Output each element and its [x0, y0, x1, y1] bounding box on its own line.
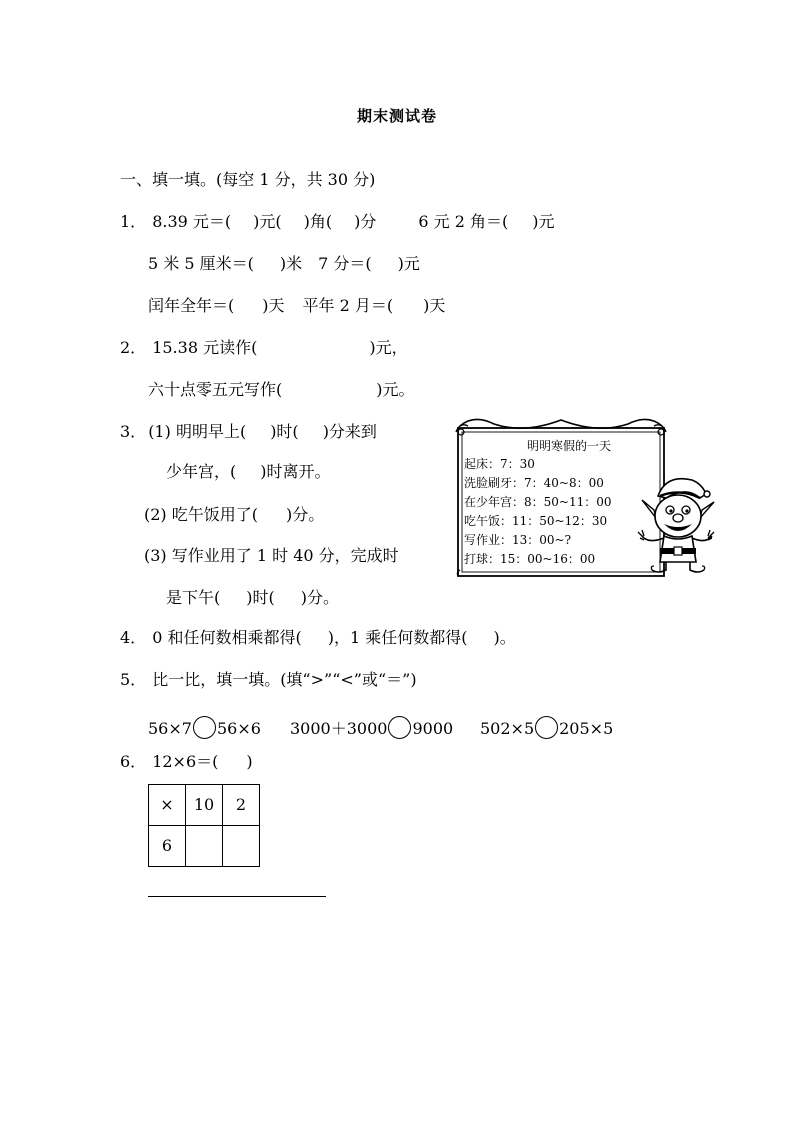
q1-text: 平年 2 月＝( — [302, 296, 394, 315]
question-number: 2． — [120, 338, 147, 357]
q2-text: 六十点零五元写作( — [148, 380, 283, 399]
q3-text: )时( — [270, 422, 299, 441]
compare-right: 56×6 — [216, 719, 261, 738]
grid-answer-cell[interactable] — [186, 826, 223, 867]
q1-text: )角( — [303, 212, 333, 231]
board-title: 明明寒假的一天 — [526, 439, 611, 453]
question-2-line-2 — [148, 380, 415, 400]
question-4 — [120, 628, 516, 648]
question-3-line-4 — [144, 546, 399, 566]
question-3-line-2 — [166, 462, 331, 482]
compare-circle[interactable] — [388, 716, 411, 739]
q1-text: )元( — [253, 212, 282, 231]
compare-circle[interactable] — [535, 716, 558, 739]
q6-text: 12×6＝( — [152, 752, 219, 771]
question-number: 5． — [120, 670, 147, 689]
question-3-line-1 — [120, 422, 377, 442]
q3-text: )时离开。 — [260, 462, 331, 481]
q1-text: )米 — [279, 254, 303, 273]
grid-header: 2 — [223, 785, 260, 826]
schedule-row: 起床：7：30 — [464, 457, 535, 471]
q3-text: (3) 写作业用了 1 时 40 分，完成时 — [144, 546, 399, 565]
schedule-row: 写作业：13：00~? — [464, 533, 572, 547]
q1-text: 8.39 元＝( — [152, 212, 232, 231]
q3-text: 少年宫，( — [166, 462, 237, 481]
question-1-line-3 — [148, 296, 445, 316]
compare-right: 205×5 — [559, 719, 614, 738]
grid-header: 10 — [186, 785, 223, 826]
multiplication-grid — [148, 784, 260, 867]
q4-text: 0 和任何数相乘都得( — [152, 628, 302, 647]
q2-text: )元。 — [376, 380, 415, 399]
q1-text: 7 分＝( — [318, 254, 372, 273]
q3-text: 是下午( — [166, 588, 221, 607]
grid-answer-cell[interactable] — [223, 826, 260, 867]
question-5-prompt — [120, 670, 417, 690]
q1-text: )天 — [262, 296, 285, 315]
question-6 — [120, 752, 253, 772]
q1-text: )元 — [397, 254, 420, 273]
schedule-row: 洗脸刷牙：7：40~8：00 — [464, 476, 604, 490]
question-1-line-2 — [148, 254, 420, 274]
question-2-line-1 — [120, 338, 408, 358]
elf-character-icon — [636, 470, 716, 578]
q3-text: )分。 — [286, 505, 325, 524]
q1-text: )分 — [354, 212, 377, 231]
grid-operator: × — [149, 785, 186, 826]
q2-text: )元， — [369, 338, 408, 357]
grid-row-header: 6 — [149, 826, 186, 867]
section-heading: 一、填一填。(每空 1 分，共 30 分) — [120, 170, 376, 189]
page-title: 期末测试卷 — [356, 107, 437, 125]
q5-text: 比一比，填一填。(填“>”“<”或“＝”) — [152, 670, 417, 689]
q4-text: )，1 乘任何数都得( — [327, 628, 468, 647]
question-number: 4． — [120, 628, 147, 647]
q3-text: )分来到 — [322, 422, 377, 441]
q1-text: )元 — [532, 212, 555, 231]
schedule-row: 在少年宫：8：50~11：00 — [464, 495, 612, 509]
question-number: 6． — [120, 752, 147, 771]
compare-2 — [290, 716, 453, 739]
compare-left: 56×7 — [148, 719, 192, 738]
q1-text: 6 元 2 角＝( — [418, 212, 509, 231]
question-3-line-3 — [144, 505, 324, 525]
q6-text: ) — [246, 752, 253, 771]
question-1-line-1 — [120, 212, 555, 232]
compare-1 — [148, 716, 261, 739]
q3-text: (2) 吃午饭用了( — [144, 505, 258, 524]
q4-text: )。 — [493, 628, 516, 647]
q3-text: )时( — [246, 588, 275, 607]
question-3-line-5 — [166, 588, 339, 608]
schedule-row: 吃午饭：11：50~12：30 — [464, 514, 608, 528]
question-number: 1． — [120, 212, 147, 231]
q3-text: (1) 明明早上( — [148, 422, 247, 441]
q1-text: )天 — [423, 296, 446, 315]
question-number: 3． — [120, 422, 147, 441]
compare-3 — [480, 716, 613, 739]
compare-circle[interactable] — [193, 716, 216, 739]
q3-text: )分。 — [300, 588, 339, 607]
q2-text: 15.38 元读作( — [152, 338, 258, 357]
compare-left: 502×5 — [480, 719, 535, 738]
q1-text: 闰年全年＝( — [148, 296, 235, 315]
answer-line[interactable] — [148, 896, 326, 897]
q1-text: 5 米 5 厘米＝( — [148, 254, 254, 273]
compare-right: 9000 — [412, 719, 454, 738]
compare-left: 3000＋3000 — [290, 719, 388, 738]
schedule-row: 打球：15：00~16：00 — [464, 552, 596, 566]
